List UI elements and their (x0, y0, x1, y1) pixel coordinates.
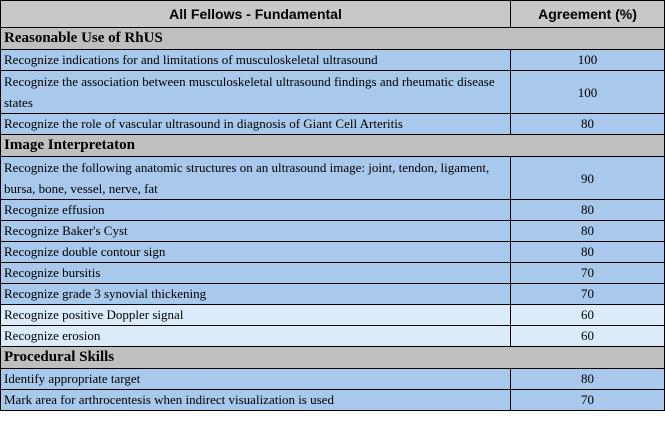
header-row (1, 1, 665, 28)
table-row (1, 221, 665, 242)
section-title: Reasonable Use of RhUS (1, 28, 665, 50)
section-header (1, 28, 665, 50)
table-row (1, 263, 665, 284)
row-value: 80 (511, 369, 665, 390)
row-text: Mark area for arthrocentesis when indirect visualization is used (1, 390, 511, 411)
row-value: 100 (511, 71, 665, 114)
row-value: 60 (511, 326, 665, 347)
table-row (1, 242, 665, 263)
row-value: 80 (511, 114, 665, 135)
header-fundamental: All Fellows - Fundamental (1, 1, 511, 28)
table-row (1, 390, 665, 411)
row-text: Recognize grade 3 synovial thickening (1, 284, 511, 305)
table-row (1, 305, 665, 326)
table-row (1, 114, 665, 135)
row-value: 70 (511, 284, 665, 305)
table-row (1, 50, 665, 71)
row-text: Identify appropriate target (1, 369, 511, 390)
row-value: 70 (511, 390, 665, 411)
section-title: Procedural Skills (1, 347, 665, 369)
row-text: Recognize the association between musculoskeletal ultrasound findings and rheumatic disease states (1, 71, 511, 114)
row-text: Recognize effusion (1, 200, 511, 221)
table-row (1, 157, 665, 200)
row-text: Recognize positive Doppler signal (1, 305, 511, 326)
table-row (1, 369, 665, 390)
table-row (1, 326, 665, 347)
row-value: 80 (511, 200, 665, 221)
row-value: 70 (511, 263, 665, 284)
table-row (1, 284, 665, 305)
row-value: 100 (511, 50, 665, 71)
row-text: Recognize erosion (1, 326, 511, 347)
table-row (1, 200, 665, 221)
row-text: Recognize the following anatomic structures on an ultrasound image: joint, tendon, ligament, bursa, bone, vessel, nerve, fat (1, 157, 511, 200)
header-agreement: Agreement (%) (511, 1, 665, 28)
row-value: 90 (511, 157, 665, 200)
table-row (1, 71, 665, 114)
row-text: Recognize the role of vascular ultrasound in diagnosis of Giant Cell Arteritis (1, 114, 511, 135)
section-header (1, 347, 665, 369)
row-value: 80 (511, 242, 665, 263)
section-title: Image Interpretaton (1, 135, 665, 157)
row-value: 60 (511, 305, 665, 326)
row-value: 80 (511, 221, 665, 242)
row-text: Recognize bursitis (1, 263, 511, 284)
row-text: Recognize Baker's Cyst (1, 221, 511, 242)
row-text: Recognize double contour sign (1, 242, 511, 263)
section-header (1, 135, 665, 157)
row-text: Recognize indications for and limitations of musculoskeletal ultrasound (1, 50, 511, 71)
